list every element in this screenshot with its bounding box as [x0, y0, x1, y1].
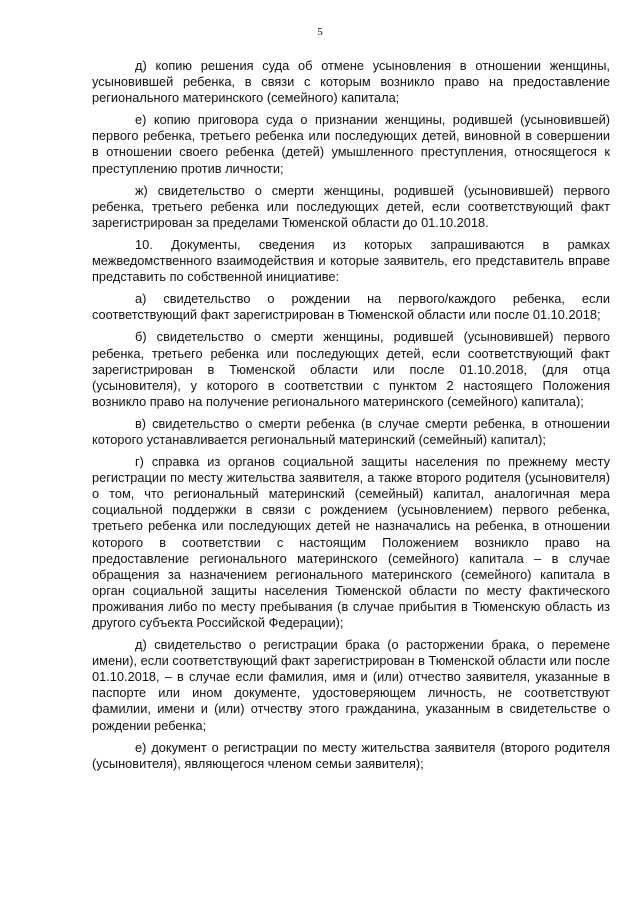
paragraph-d-marriage-certificate: д) свидетельство о регистрации брака (о расторжении брака, о перемене имени), если соответствующий факт зарегистрирован в Тюменской области или после 01.10.2018, – в случае если фамилия, имя и (или) отчество заявителя, указанные в паспорте или ином документе, удостоверяющем личность, не соответствуют фамилии, имени и (или) отчеству этого гражданина, указанным в свидетельстве о рождении ребенка;: [92, 637, 610, 733]
paragraph-e-court-verdict: е) копию приговора суда о признании женщины, родившей (усыновившей) первого ребенка, третьего ребенка или последующих детей, виновной в совершении в отношении своего ребенка (детей) умышленного преступления, относящегося к преступлению против личности;: [92, 112, 610, 176]
paragraph-zh-death-certificate: ж) свидетельство о смерти женщины, родившей (усыновившей) первого ребенка, третьего ребенка или последующих детей, если соответствующий факт зарегистрирован за пределами Тюменской области до 01.10.2018.: [92, 182, 610, 230]
paragraph-v-child-death-certificate: в) свидетельство о смерти ребенка (в случае смерти ребенка, в отношении которого устанавливается региональный материнский (семейный) капитал);: [92, 415, 610, 447]
paragraph-d-court-decision: д) копию решения суда об отмене усыновления в отношении женщины, усыновившей ребенка, в связи с которым возникло право на предоставление регионального материнского (семейного) капитала;: [92, 58, 610, 106]
paragraph-b-mother-death-certificate: б) свидетельство о смерти женщины, родившей (усыновившей) первого ребенка, третьего ребенка или последующих детей, если соответствующий факт зарегистрирован в Тюменской области или после 01.10.2018, (для отца (усыновителя), у которого в соответствии с пунктом 2 настоящего Положения возникло право на получение регионального материнского (семейного) капитала);: [92, 329, 610, 409]
paragraph-g-social-protection-certificate: г) справка из органов социальной защиты населения по прежнему месту регистрации по месту жительства заявителя, а также второго родителя (усыновителя) о том, что региональный материнский (семейный) капитал, аналогичная мера социальной поддержки в связи с рождением (усыновлением) первого ребенка, третьего ребенка или последующих детей не назначались на ребенка, в отношении которого в соответствии с настоящим Положением возникло право на предоставление регионального материнского (семейного) капитала – в случае обращения за назначением регионального материнского (семейного) капитала в орган социальной защиты населения Тюменской области по месту фактического проживания либо по месту пребывания (в случае прибытия в Тюменскую область из другого субъекта Российской Федерации);: [92, 454, 610, 630]
document-body: [92, 58, 610, 778]
paragraph-a-birth-certificate: а) свидетельство о рождении на первого/каждого ребенка, если соответствующий факт зарегистрирован в Тюменской области или после 01.10.2018;: [92, 291, 610, 323]
paragraph-10-interagency-documents: 10. Документы, сведения из которых запрашиваются в рамках межведомственного взаимодействия и которые заявитель, его представитель вправе представить по собственной инициативе:: [92, 236, 610, 285]
page-number: 5: [317, 26, 323, 38]
paragraph-e-residence-registration: е) документ о регистрации по месту жительства заявителя (второго родителя (усыновителя), являющегося членом семьи заявителя);: [92, 739, 610, 771]
